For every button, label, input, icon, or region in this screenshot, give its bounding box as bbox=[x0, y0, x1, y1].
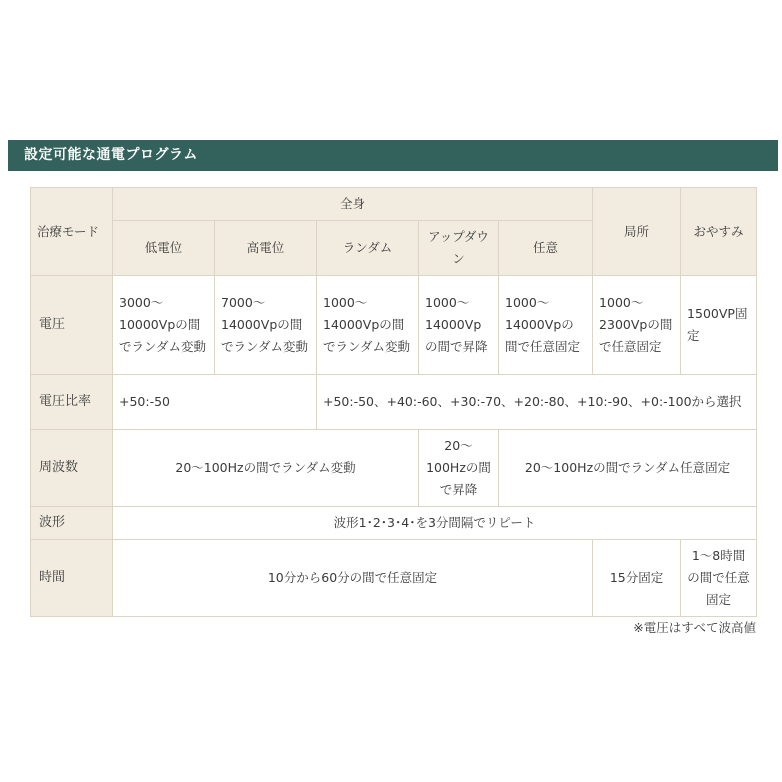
voltage-low: 3000〜10000Vpの間でランダム変動 bbox=[113, 276, 215, 375]
time-label: 時間 bbox=[31, 540, 113, 617]
program-table bbox=[30, 187, 757, 617]
voltage-label: 電圧 bbox=[31, 276, 113, 375]
ratio-row bbox=[31, 375, 757, 430]
header-local: 局所 bbox=[593, 188, 681, 276]
header-sleep: おやすみ bbox=[681, 188, 757, 276]
voltage-local: 1000〜2300Vpの間で任意固定 bbox=[593, 276, 681, 375]
section-title: 設定可能な通電プログラム bbox=[24, 147, 198, 163]
header-up-down: アップダウン bbox=[419, 221, 499, 276]
frequency-label: 周波数 bbox=[31, 430, 113, 507]
time-value-b: 15分固定 bbox=[593, 540, 681, 617]
frequency-value-c: 20〜100Hzの間でランダム任意固定 bbox=[499, 430, 757, 507]
header-mode-label: 治療モード bbox=[31, 188, 113, 276]
time-value-a: 10分から60分の間で任意固定 bbox=[113, 540, 593, 617]
voltage-arbitrary: 1000〜14000Vpの間で任意固定 bbox=[499, 276, 593, 375]
ratio-value-a: +50:-50 bbox=[113, 375, 317, 430]
voltage-up-down: 1000〜14000Vpの間で昇降 bbox=[419, 276, 499, 375]
time-value-c: 1〜8時間の間で任意固定 bbox=[681, 540, 757, 617]
voltage-sleep: 1500VP固定 bbox=[681, 276, 757, 375]
header-high-voltage: 高電位 bbox=[215, 221, 317, 276]
waveform-row bbox=[31, 507, 757, 540]
waveform-label: 波形 bbox=[31, 507, 113, 540]
ratio-label: 電圧比率 bbox=[31, 375, 113, 430]
frequency-row bbox=[31, 430, 757, 507]
voltage-random: 1000〜14000Vpの間でランダム変動 bbox=[317, 276, 419, 375]
time-row bbox=[31, 540, 757, 617]
section-title-bar bbox=[8, 140, 778, 171]
voltage-high: 7000〜14000Vpの間でランダム変動 bbox=[215, 276, 317, 375]
voltage-row bbox=[31, 276, 757, 375]
header-row-1 bbox=[31, 188, 757, 221]
header-arbitrary: 任意 bbox=[499, 221, 593, 276]
waveform-value: 波形1･2･3･4･を3分間隔でリピート bbox=[113, 507, 757, 540]
header-random: ランダム bbox=[317, 221, 419, 276]
ratio-value-b: +50:-50、+40:-60、+30:-70、+20:-80、+10:-90、+0:-100から選択 bbox=[317, 375, 757, 430]
footnote: ※電圧はすべて波高値 bbox=[633, 620, 756, 635]
frequency-value-b: 20〜100Hzの間で昇降 bbox=[419, 430, 499, 507]
header-whole-body: 全身 bbox=[113, 188, 593, 221]
header-low-voltage: 低電位 bbox=[113, 221, 215, 276]
frequency-value-a: 20〜100Hzの間でランダム変動 bbox=[113, 430, 419, 507]
